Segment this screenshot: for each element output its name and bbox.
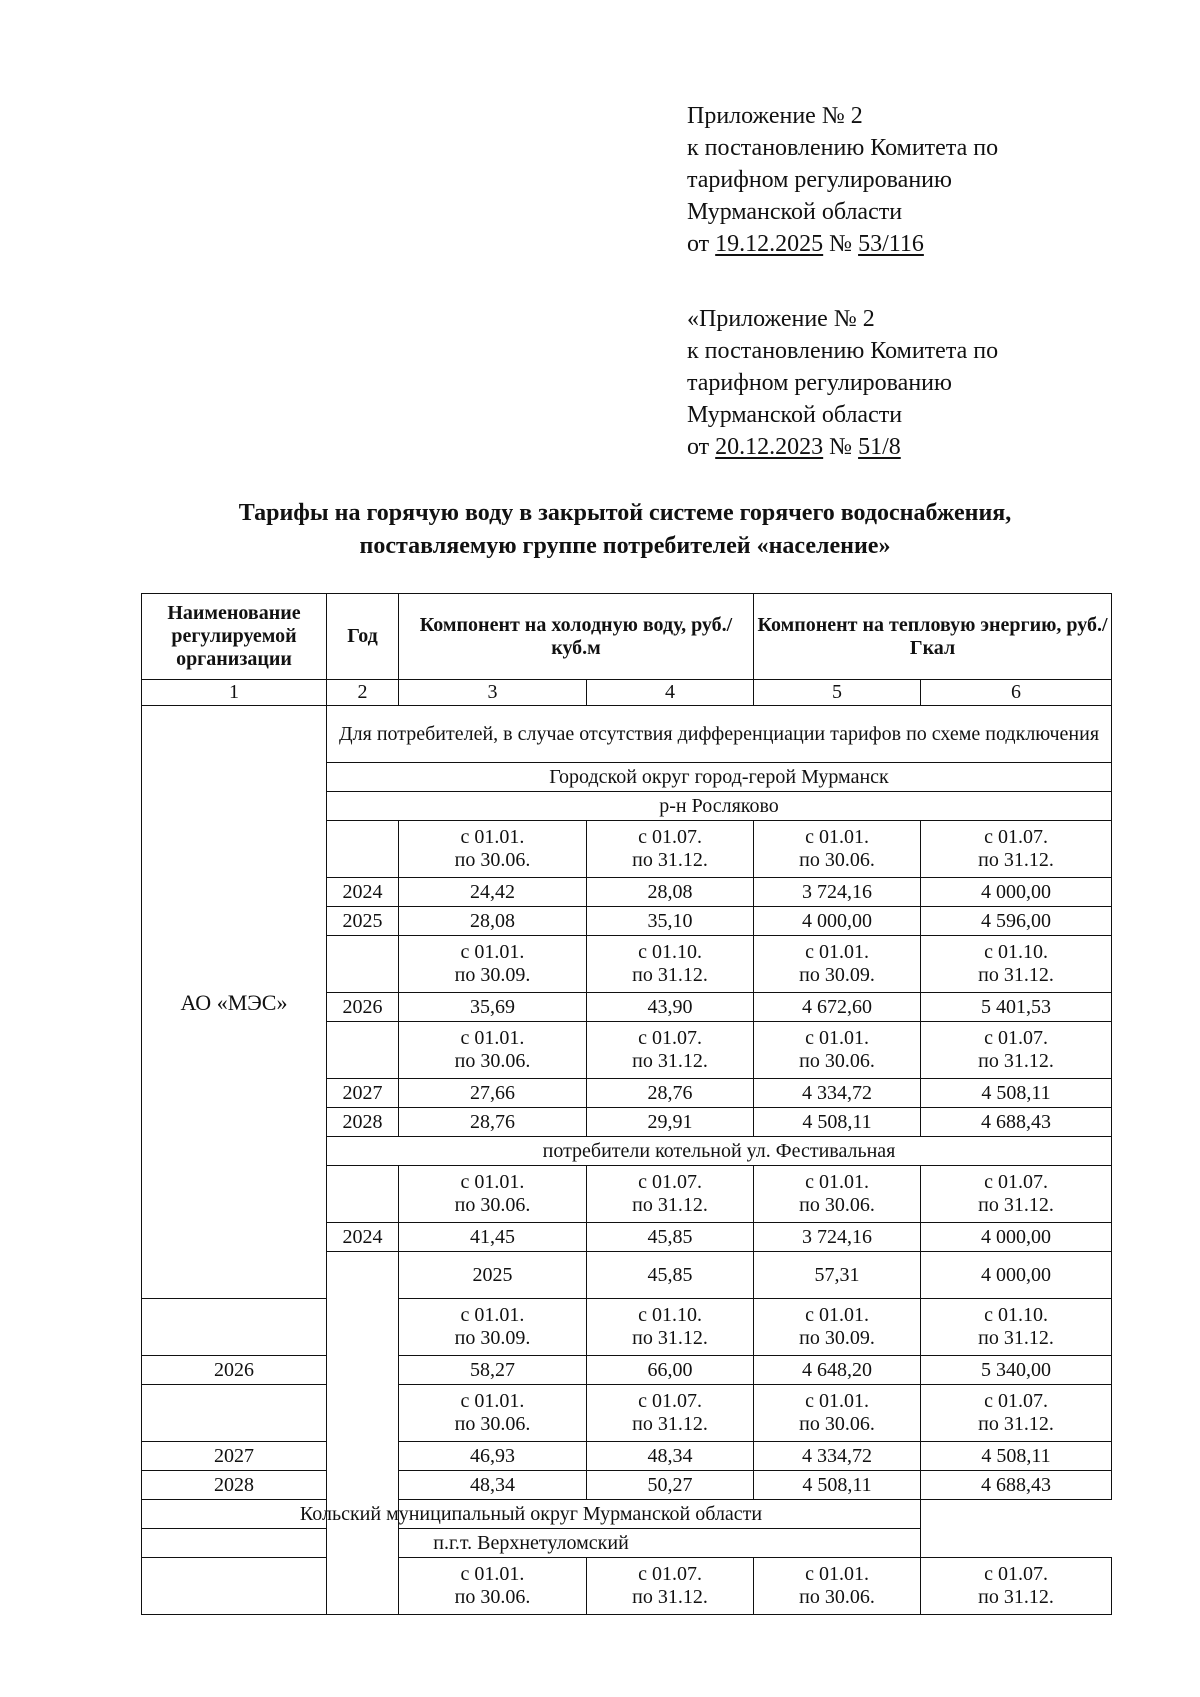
year-cell: 2028 xyxy=(142,1471,327,1500)
value-cell: 35,10 xyxy=(587,907,754,936)
header-line: Мурманской области xyxy=(687,199,903,225)
district-row xyxy=(142,1500,1112,1529)
district-name: Городской округ город-герой Мурманск xyxy=(327,763,1112,792)
col-number: 2 xyxy=(327,680,399,706)
value-cell: 4 508,11 xyxy=(754,1471,921,1500)
period-cell: с 01.10. по 31.12. xyxy=(921,1299,1112,1356)
col-number: 5 xyxy=(754,680,921,706)
year-cell: 2026 xyxy=(327,993,399,1022)
period-cell: с 01.01. по 30.06. xyxy=(399,821,587,878)
period-cell: с 01.07. по 31.12. xyxy=(921,1022,1112,1079)
period-cell: с 01.01. по 30.09. xyxy=(754,936,921,993)
period-cell: с 01.01. по 30.09. xyxy=(754,1299,921,1356)
col-number: 6 xyxy=(921,680,1112,706)
year-cell: 2028 xyxy=(327,1108,399,1137)
period-cell: с 01.01. по 30.06. xyxy=(399,1558,587,1615)
subdistrict-name: п.г.т. Верхнетуломский xyxy=(142,1529,921,1558)
period-cell: с 01.10. по 31.12. xyxy=(587,1299,754,1356)
period-cell: с 01.07. по 31.12. xyxy=(587,1558,754,1615)
appendix-header-current xyxy=(687,100,1147,260)
period-year-empty xyxy=(327,1022,399,1079)
date-prefix: от xyxy=(687,434,710,460)
period-cell: с 01.01. по 30.09. xyxy=(399,1299,587,1356)
value-cell: 4 334,72 xyxy=(754,1442,921,1471)
title-line: Тарифы на горячую воду в закрытой системе горячего водоснабжения, xyxy=(238,500,1012,526)
col-number: 3 xyxy=(399,680,587,706)
period-year-empty xyxy=(142,1385,327,1442)
year-cell: 2027 xyxy=(327,1079,399,1108)
period-year-empty xyxy=(327,1166,399,1223)
value-cell: 45,85 xyxy=(587,1223,754,1252)
period-year-empty xyxy=(327,821,399,878)
header-line: Приложение № 2 xyxy=(687,103,863,129)
value-cell: 48,34 xyxy=(399,1471,587,1500)
value-cell: 58,27 xyxy=(399,1356,587,1385)
value-cell: 28,76 xyxy=(399,1108,587,1137)
header-line: тарифном регулированию xyxy=(687,167,952,193)
value-cell: 28,08 xyxy=(587,878,754,907)
document-title xyxy=(150,497,1100,563)
header-date-line xyxy=(687,228,1147,260)
value-cell: 4 596,00 xyxy=(921,907,1112,936)
period-cell: с 01.07. по 31.12. xyxy=(587,821,754,878)
value-cell: 4 334,72 xyxy=(754,1079,921,1108)
period-year-empty xyxy=(142,1299,327,1356)
org-name: АО «МЭС» xyxy=(142,706,327,1299)
period-cell: с 01.01. по 30.06. xyxy=(754,1022,921,1079)
appendix-header-previous xyxy=(687,303,1147,463)
value-cell: 4 000,00 xyxy=(921,1252,1112,1299)
period-cell: с 01.01. по 30.06. xyxy=(754,1385,921,1442)
value-cell: 57,31 xyxy=(754,1252,921,1299)
value-cell: 46,93 xyxy=(399,1442,587,1471)
header-line: к постановлению Комитета по xyxy=(687,135,999,161)
value-cell: 4 000,00 xyxy=(921,1223,1112,1252)
value-cell: 4 508,11 xyxy=(754,1108,921,1137)
value-cell: 4 508,11 xyxy=(921,1442,1112,1471)
year-cell: 2024 xyxy=(327,1223,399,1252)
year-cell: 2025 xyxy=(399,1252,587,1299)
period-year-empty xyxy=(142,1558,327,1615)
period-row xyxy=(142,1558,1112,1615)
subdistrict-name: потребители котельной ул. Фестивальная xyxy=(327,1137,1112,1166)
value-cell: 41,45 xyxy=(399,1223,587,1252)
header-date-line xyxy=(687,431,1147,463)
period-cell: с 01.01. по 30.06. xyxy=(399,1385,587,1442)
col-number: 4 xyxy=(587,680,754,706)
period-cell: с 01.01. по 30.09. xyxy=(399,936,587,993)
number-prefix: № xyxy=(829,434,853,460)
header-line: тарифном регулированию xyxy=(687,370,952,396)
district-name: Кольский муниципальный округ Мурманской области xyxy=(142,1500,921,1529)
period-cell: с 01.01. по 30.06. xyxy=(754,1558,921,1615)
period-row xyxy=(142,1299,1112,1356)
header-cold-water: Компонент на холодную воду, руб./куб.м xyxy=(399,594,754,680)
header-org: Наименование регулируемой организации xyxy=(142,594,327,680)
value-cell: 50,27 xyxy=(587,1471,754,1500)
subdistrict-name: р-н Росляково xyxy=(327,792,1112,821)
period-year-empty xyxy=(327,936,399,993)
period-cell: с 01.01. по 30.06. xyxy=(399,1022,587,1079)
table-row xyxy=(142,1471,1112,1500)
header-year: Год xyxy=(327,594,399,680)
col-number: 1 xyxy=(142,680,327,706)
period-cell: с 01.07. по 31.12. xyxy=(921,821,1112,878)
value-cell: 5 340,00 xyxy=(921,1356,1112,1385)
year-cell: 2026 xyxy=(142,1356,327,1385)
value-cell: 4 000,00 xyxy=(921,878,1112,907)
org-cell-continuation xyxy=(327,1252,399,1615)
number-prefix: № xyxy=(829,231,853,257)
header-line: «Приложение № 2 xyxy=(687,306,875,332)
column-number-row xyxy=(142,680,1112,706)
value-cell: 35,69 xyxy=(399,993,587,1022)
resolution-date: 20.12.2023 xyxy=(715,434,824,460)
subdistrict-row xyxy=(142,1529,1112,1558)
header-line: Мурманской области xyxy=(687,402,903,428)
title-line: поставляемую группе потребителей «население» xyxy=(359,533,891,559)
value-cell: 3 724,16 xyxy=(754,1223,921,1252)
value-cell: 48,34 xyxy=(587,1442,754,1471)
note-row xyxy=(142,706,1112,763)
value-cell: 29,91 xyxy=(587,1108,754,1137)
year-cell: 2025 xyxy=(327,907,399,936)
table-row xyxy=(142,1356,1112,1385)
period-cell: с 01.07. по 31.12. xyxy=(921,1166,1112,1223)
year-cell: 2027 xyxy=(142,1442,327,1471)
period-cell: с 01.07. по 31.12. xyxy=(921,1385,1112,1442)
resolution-date: 19.12.2025 xyxy=(715,231,824,257)
value-cell: 66,00 xyxy=(587,1356,754,1385)
value-cell: 4 508,11 xyxy=(921,1079,1112,1108)
resolution-number: 51/8 xyxy=(858,434,901,460)
period-cell: с 01.07. по 31.12. xyxy=(587,1385,754,1442)
year-cell: 2024 xyxy=(327,878,399,907)
value-cell: 5 401,53 xyxy=(921,993,1112,1022)
value-cell: 4 688,43 xyxy=(921,1108,1112,1137)
value-cell: 4 672,60 xyxy=(754,993,921,1022)
tariff-table xyxy=(141,593,1112,1615)
period-cell: с 01.10. по 31.12. xyxy=(921,936,1112,993)
resolution-number: 53/116 xyxy=(858,231,924,257)
value-cell: 4 648,20 xyxy=(754,1356,921,1385)
value-cell: 4 688,43 xyxy=(921,1471,1112,1500)
value-cell: 4 000,00 xyxy=(754,907,921,936)
table-header-row xyxy=(142,594,1112,680)
value-cell: 28,08 xyxy=(399,907,587,936)
header-heat-energy: Компонент на тепловую энергию, руб./Гкал xyxy=(754,594,1112,680)
value-cell: 27,66 xyxy=(399,1079,587,1108)
header-line: к постановлению Комитета по xyxy=(687,338,999,364)
value-cell: 3 724,16 xyxy=(754,878,921,907)
value-cell: 24,42 xyxy=(399,878,587,907)
period-cell: с 01.10. по 31.12. xyxy=(587,936,754,993)
table-row xyxy=(142,1442,1112,1471)
date-prefix: от xyxy=(687,231,710,257)
period-cell: с 01.07. по 31.12. xyxy=(921,1558,1112,1615)
period-cell: с 01.07. по 31.12. xyxy=(587,1166,754,1223)
period-cell: с 01.01. по 30.06. xyxy=(754,821,921,878)
note-cell: Для потребителей, в случае отсутствия дифференциации тарифов по схеме подключения xyxy=(327,706,1112,763)
period-cell: с 01.01. по 30.06. xyxy=(754,1166,921,1223)
period-cell: с 01.07. по 31.12. xyxy=(587,1022,754,1079)
period-cell: с 01.01. по 30.06. xyxy=(399,1166,587,1223)
value-cell: 45,85 xyxy=(587,1252,754,1299)
period-row xyxy=(142,1385,1112,1442)
value-cell: 43,90 xyxy=(587,993,754,1022)
value-cell: 28,76 xyxy=(587,1079,754,1108)
